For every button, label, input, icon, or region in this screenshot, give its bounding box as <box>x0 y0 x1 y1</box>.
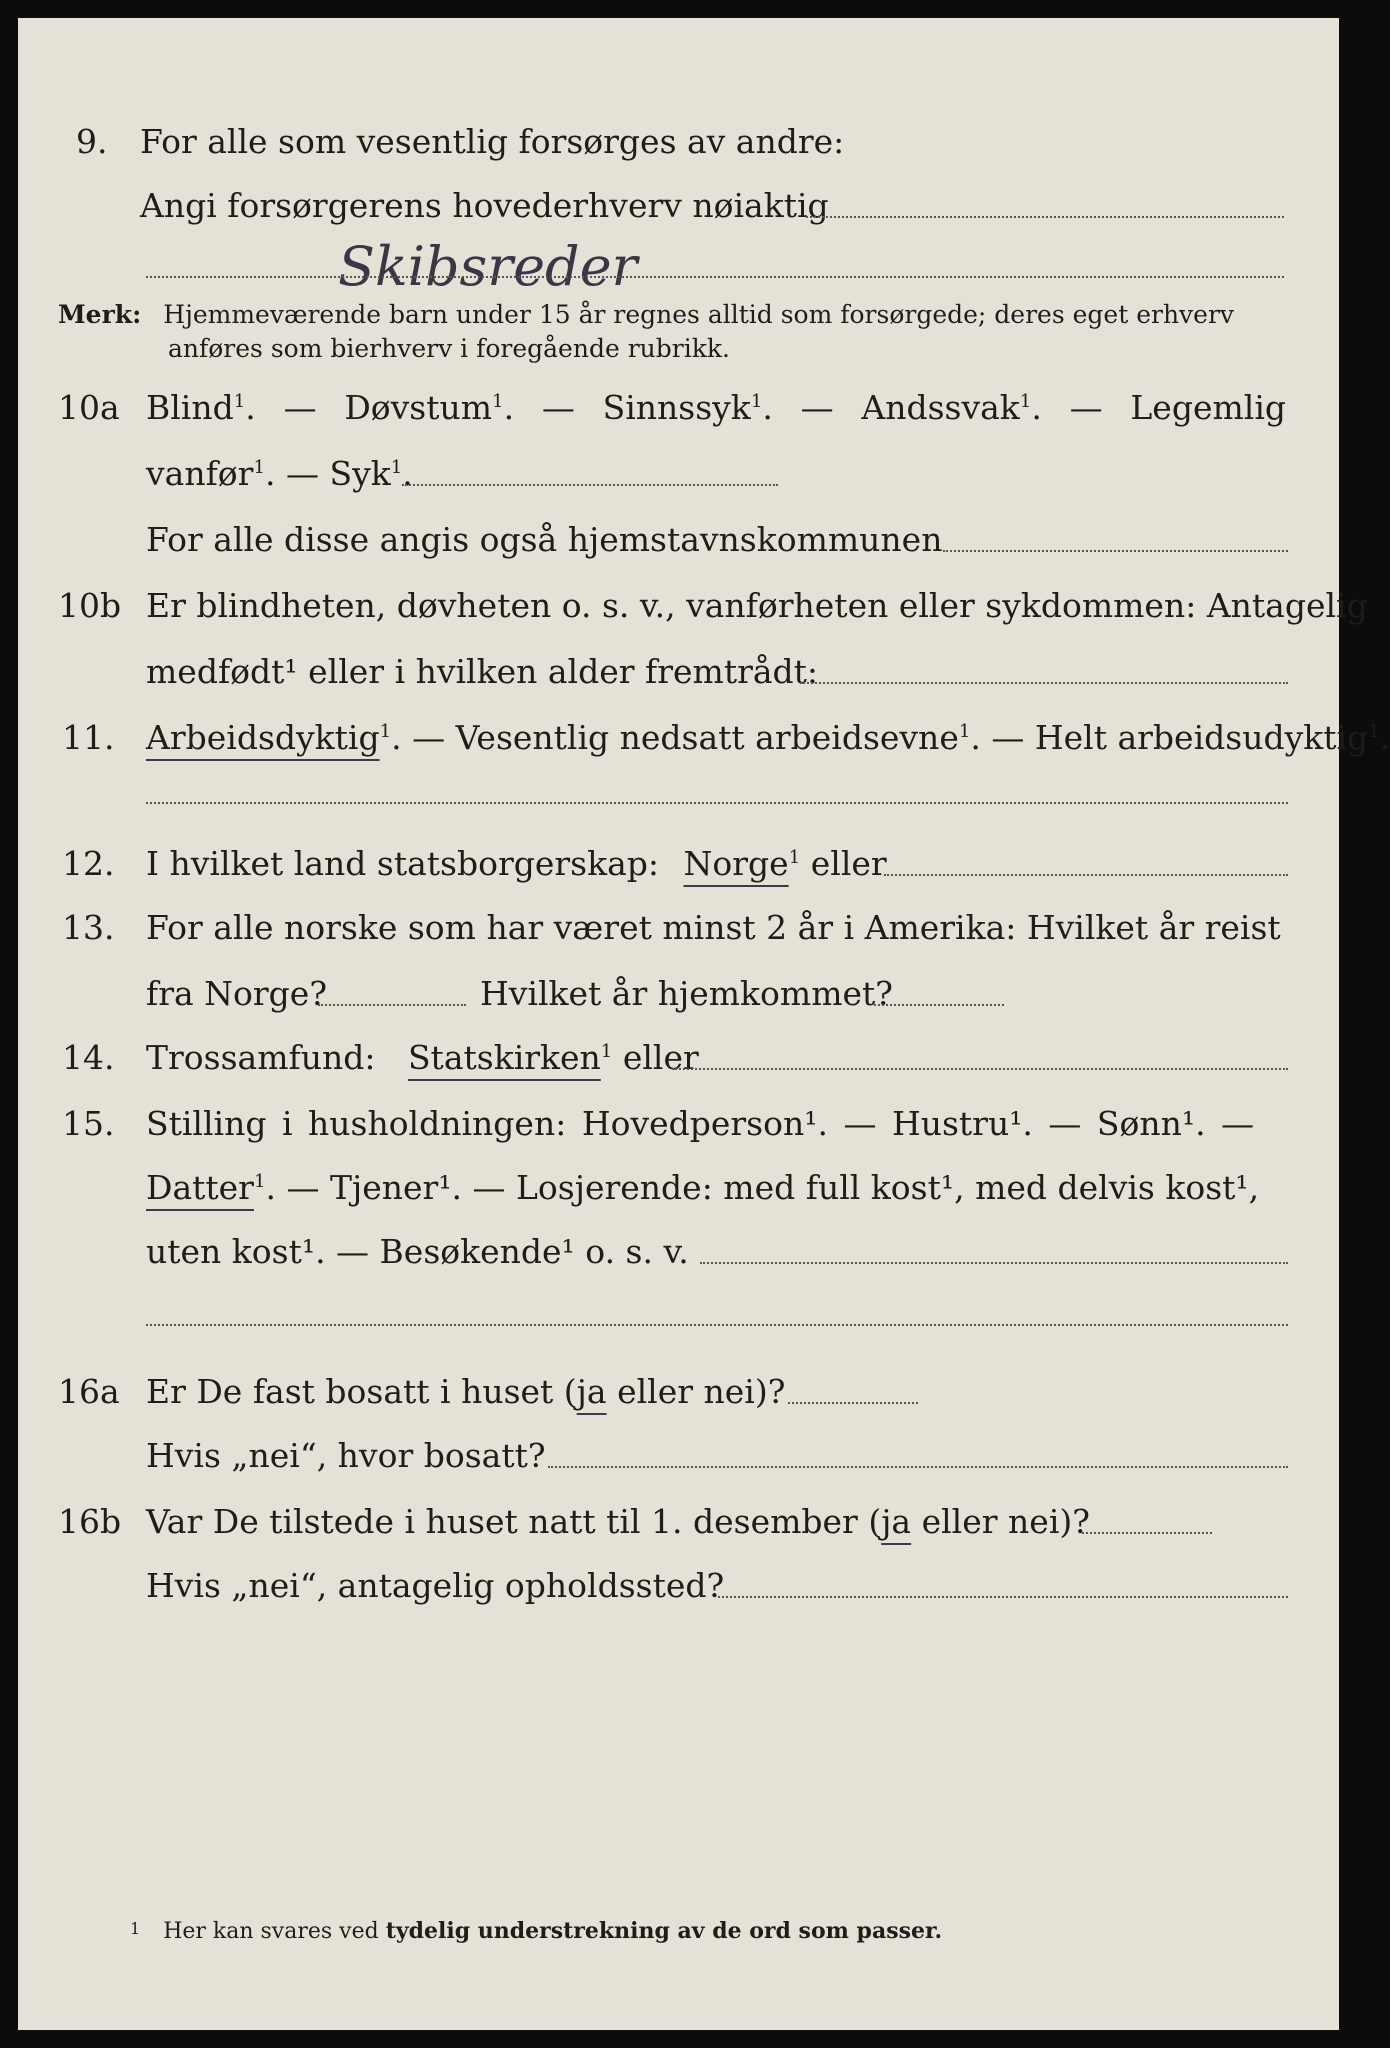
q14-line: Trossamfund: Statskirken$^1$ eller <box>146 1038 699 1077</box>
opt-ja-underlined: ja <box>576 1372 607 1411</box>
q14-answer-line <box>672 1068 1288 1070</box>
q12-number: 12. <box>62 844 115 883</box>
q9-dotted-leader <box>806 216 1284 218</box>
q16a-line2: Hvis „nei“, hvor bosatt? <box>146 1436 546 1475</box>
q10b-line2: medfødt¹ eller i hvilken alder fremtrådt: <box>146 652 819 691</box>
q10a-number: 10a <box>58 388 120 427</box>
q15-line3: uten kost¹. — Besøkende¹ o. s. v. <box>146 1232 689 1271</box>
q16b-line2: Hvis „nei“, antagelig opholdssted? <box>146 1566 725 1605</box>
merk-line1 <box>58 300 1234 329</box>
q16b-line1: Var De tilstede i huset natt til 1. desember (ja eller nei)? <box>146 1502 1090 1541</box>
q10a-line2: vanfør$^1$. — Syk$^1$. <box>146 454 413 493</box>
q16a-line1: Er De fast bosatt i huset (ja eller nei)? <box>146 1372 786 1411</box>
opt-ja-underlined-16b: ja <box>881 1502 912 1541</box>
q10a-line3: For alle disse angis også hjemstavnskommunen <box>146 520 943 559</box>
q10a-line1: Blind$^1$. — Døvstum$^1$. — Sinnssyk$^1$. — Andssvak$^1$. — Legemlig <box>146 388 1286 427</box>
opt-nedsatt: Vesentlig nedsatt arbeidsevne <box>455 718 959 757</box>
opt-sinnssyk: Sinnssyk$^1$. <box>602 388 773 427</box>
opt-andssvak: Andssvak$^1$. <box>861 388 1042 427</box>
q15-answer-line <box>700 1262 1288 1264</box>
opt-blind: Blind$^1$. <box>146 388 256 427</box>
q15-line2: Datter$^1$. — Tjener¹. — Losjerende: med full kost¹, med delvis kost¹, <box>146 1168 1260 1207</box>
opt-arbeidsdyktig-underlined: Arbeidsdyktig <box>146 718 380 757</box>
q10a-hjemstavn-line <box>943 550 1288 552</box>
q16b-number: 16b <box>58 1502 122 1541</box>
q13-reist-line <box>318 1004 466 1006</box>
q10b-answer-line <box>800 682 1288 684</box>
opt-dovstum: Døvstum$^1$. <box>344 388 515 427</box>
q9-line2: Angi forsørgerens hovederhverv nøiaktig <box>140 186 829 225</box>
q10b-line1: Er blindheten, døvheten o. s. v., vanførheten eller sykdommen: Antagelig <box>146 586 1368 625</box>
q16a-bosatt-line <box>548 1466 1288 1468</box>
q13-number: 13. <box>62 908 115 947</box>
q12-line: I hvilket land statsborgerskap: Norge$^1$ eller <box>146 844 887 883</box>
q13-line2b: Hvilket år hjemkommet? <box>480 974 893 1013</box>
opt-datter-underlined: Datter <box>146 1168 254 1207</box>
q15-answer-line2 <box>146 1324 1288 1326</box>
q9-answer-line <box>146 276 1284 278</box>
merk-line2: anføres som bierhverv i foregående rubrikk. <box>168 334 730 363</box>
opt-legemlig: Legemlig <box>1130 388 1286 427</box>
q13-line2a: fra Norge? <box>146 974 328 1013</box>
opt-statskirken-underlined: Statskirken <box>407 1038 601 1077</box>
q9-handwritten-answer <box>328 233 928 303</box>
q12-answer-line <box>884 874 1288 876</box>
q9-number: 9. <box>76 122 108 161</box>
svg-text:Skibsreder: Skibsreder <box>338 235 638 298</box>
footnote: 1 Her kan svares ved tydelig understrekning av de ord som passer. <box>130 1918 943 1944</box>
q16a-number: 16a <box>58 1372 120 1411</box>
q10a-syk-line <box>402 484 778 486</box>
q16a-answer-line <box>788 1402 918 1404</box>
q11-number: 11. <box>62 718 115 757</box>
merk-text1: Hjemmeværende barn under 15 år regnes alltid som forsørgede; deres eget erhverv <box>163 300 1235 329</box>
q13-line1: For alle norske som har været minst 2 år i Amerika: Hvilket år reist <box>146 908 1281 947</box>
merk-label: Merk: <box>58 300 142 329</box>
q9-line1: For alle som vesentlig forsørges av andre: <box>140 122 845 161</box>
q15-line1: Stilling i husholdningen: Hovedperson¹. — Hustru¹. — Sønn¹. — <box>146 1104 1255 1143</box>
opt-norge-underlined: Norge <box>683 844 789 883</box>
q16b-answer-line <box>1082 1532 1212 1534</box>
q11-line1: Arbeidsdyktig$^1$. — Vesentlig nedsatt arbeidsevne$^1$. — Helt arbeidsudyktig$^1$. <box>146 718 1390 757</box>
q16b-opholdssted-line <box>718 1596 1288 1598</box>
q11-answer-line <box>146 802 1288 804</box>
census-form-page <box>18 18 1390 2030</box>
q14-number: 14. <box>62 1038 115 1077</box>
q10b-number: 10b <box>58 586 122 625</box>
q15-number: 15. <box>62 1104 115 1143</box>
q13-hjemkommet-line <box>874 1004 1004 1006</box>
opt-udyktig: Helt arbeidsudyktig <box>1034 718 1369 757</box>
